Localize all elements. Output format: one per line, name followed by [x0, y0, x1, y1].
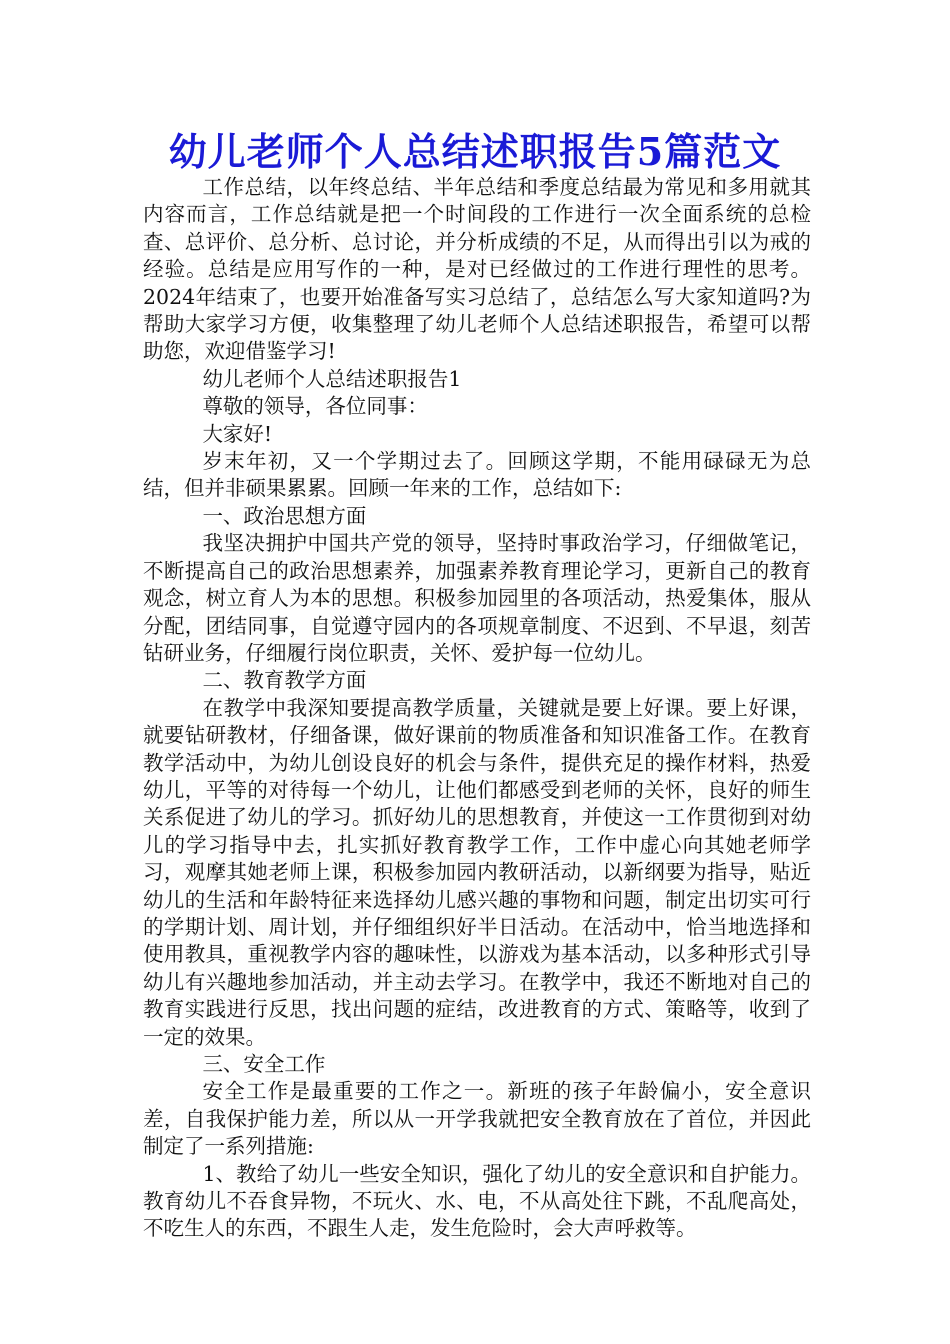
- greeting: 大家好!: [202, 421, 273, 446]
- safety-paragraph: 安全工作是最重要的工作之一。新班的孩子年龄偏小，安全意识差，自我保护能力差，所以从一开学我就把安全教育放在了首位，并因此制定了一系列措施:: [143, 1079, 811, 1159]
- salutation: 尊敬的领导，各位同事：: [202, 394, 428, 419]
- teaching-paragraph: 在教学中我深知要提高教学质量，关键就是要上好课。要上好课，就要钻研教材，仔细备课，做好课前的物质准备和知识准备工作。在教育教学活动中，为幼儿创设良好的机会与条件，提供充足的操作材料，热爱幼儿，平等的对待每一个幼儿，让他们都感受到老师的关怀，良好的师生关系促进了幼儿的学习。抓好幼儿的思想教育，并使这一工作贯彻到对幼儿的学习指导中去，扎实抓好教育教学工作，工作中虚心向其她老师学习，观摩其她老师上课，积极参加园内教研活动，以新纲要为指导，贴近幼儿的生活和年龄特征来选择幼儿感兴趣的事物和问题，制定出切实可行的学期计划、周计划，并仔细组织好半日活动。在活动中，恰当地选择和使用教具，重视教学内容的趣味性，以游戏为基本活动，以多种形式引导幼儿有兴趣地参加活动，并主动去学习。在教学中，我还不断地对自己的教育实践进行反思，找出问题的症结，改进教育的方式、策略等，收到了一定的效果。: [143, 695, 811, 1049]
- opening-paragraph: 岁末年初，又一个学期过去了。回顾这学期，不能用碌碌无为总结，但并非硕果累累。回顾一年来的工作，总结如下:: [143, 449, 811, 501]
- politics-paragraph: 我坚决拥护中国共产党的领导，坚持时事政治学习，仔细做笔记，不断提高自己的政治思想素养，加强素养教育理论学习，更新自己的教育观念，树立育人为本的思想。积极参加园里的各项活动，热爱集体，服从分配，团结同事，自觉遵守园内的各项规章制度、不迟到、不早退，刻苦钻研业务，仔细履行岗位职责，关怀、爱护每一位幼儿。: [143, 531, 811, 665]
- safety-measure-1: 1、教给了幼儿一些安全知识，强化了幼儿的安全意识和自护能力。教育幼儿不吞食异物，不玩火、水、电，不从高处往下跳，不乱爬高处，不吃生人的东西，不跟生人走，发生危险时，会大声呼救等。: [143, 1161, 811, 1241]
- section-heading-politics: 一、政治思想方面: [202, 503, 367, 528]
- section-heading-safety: 三、安全工作: [202, 1052, 326, 1076]
- document-body: [143, 174, 811, 1243]
- document-title: 幼儿老师个人总结述职报告5篇范文: [168, 129, 782, 174]
- report-subtitle: 幼儿老师个人总结述职报告1: [202, 366, 462, 391]
- section-heading-teaching: 二、教育教学方面: [202, 668, 367, 693]
- intro-paragraph: 工作总结，以年终总结、半年总结和季度总结最为常见和多用就其内容而言，工作总结就是把一个时间段的工作进行一次全面系统的总检查、总评价、总分析、总讨论，并分析成绩的不足，从而得出引以为戒的经验。总结是应用写作的一种，是对已经做过的工作进行理性的思考。2024年结束了，也要开始准备写实习总结了，总结怎么写大家知道吗?为帮助大家学习方便，收集整理了幼儿老师个人总结述职报告，希望可以帮助您，欢迎借鉴学习!: [143, 175, 811, 364]
